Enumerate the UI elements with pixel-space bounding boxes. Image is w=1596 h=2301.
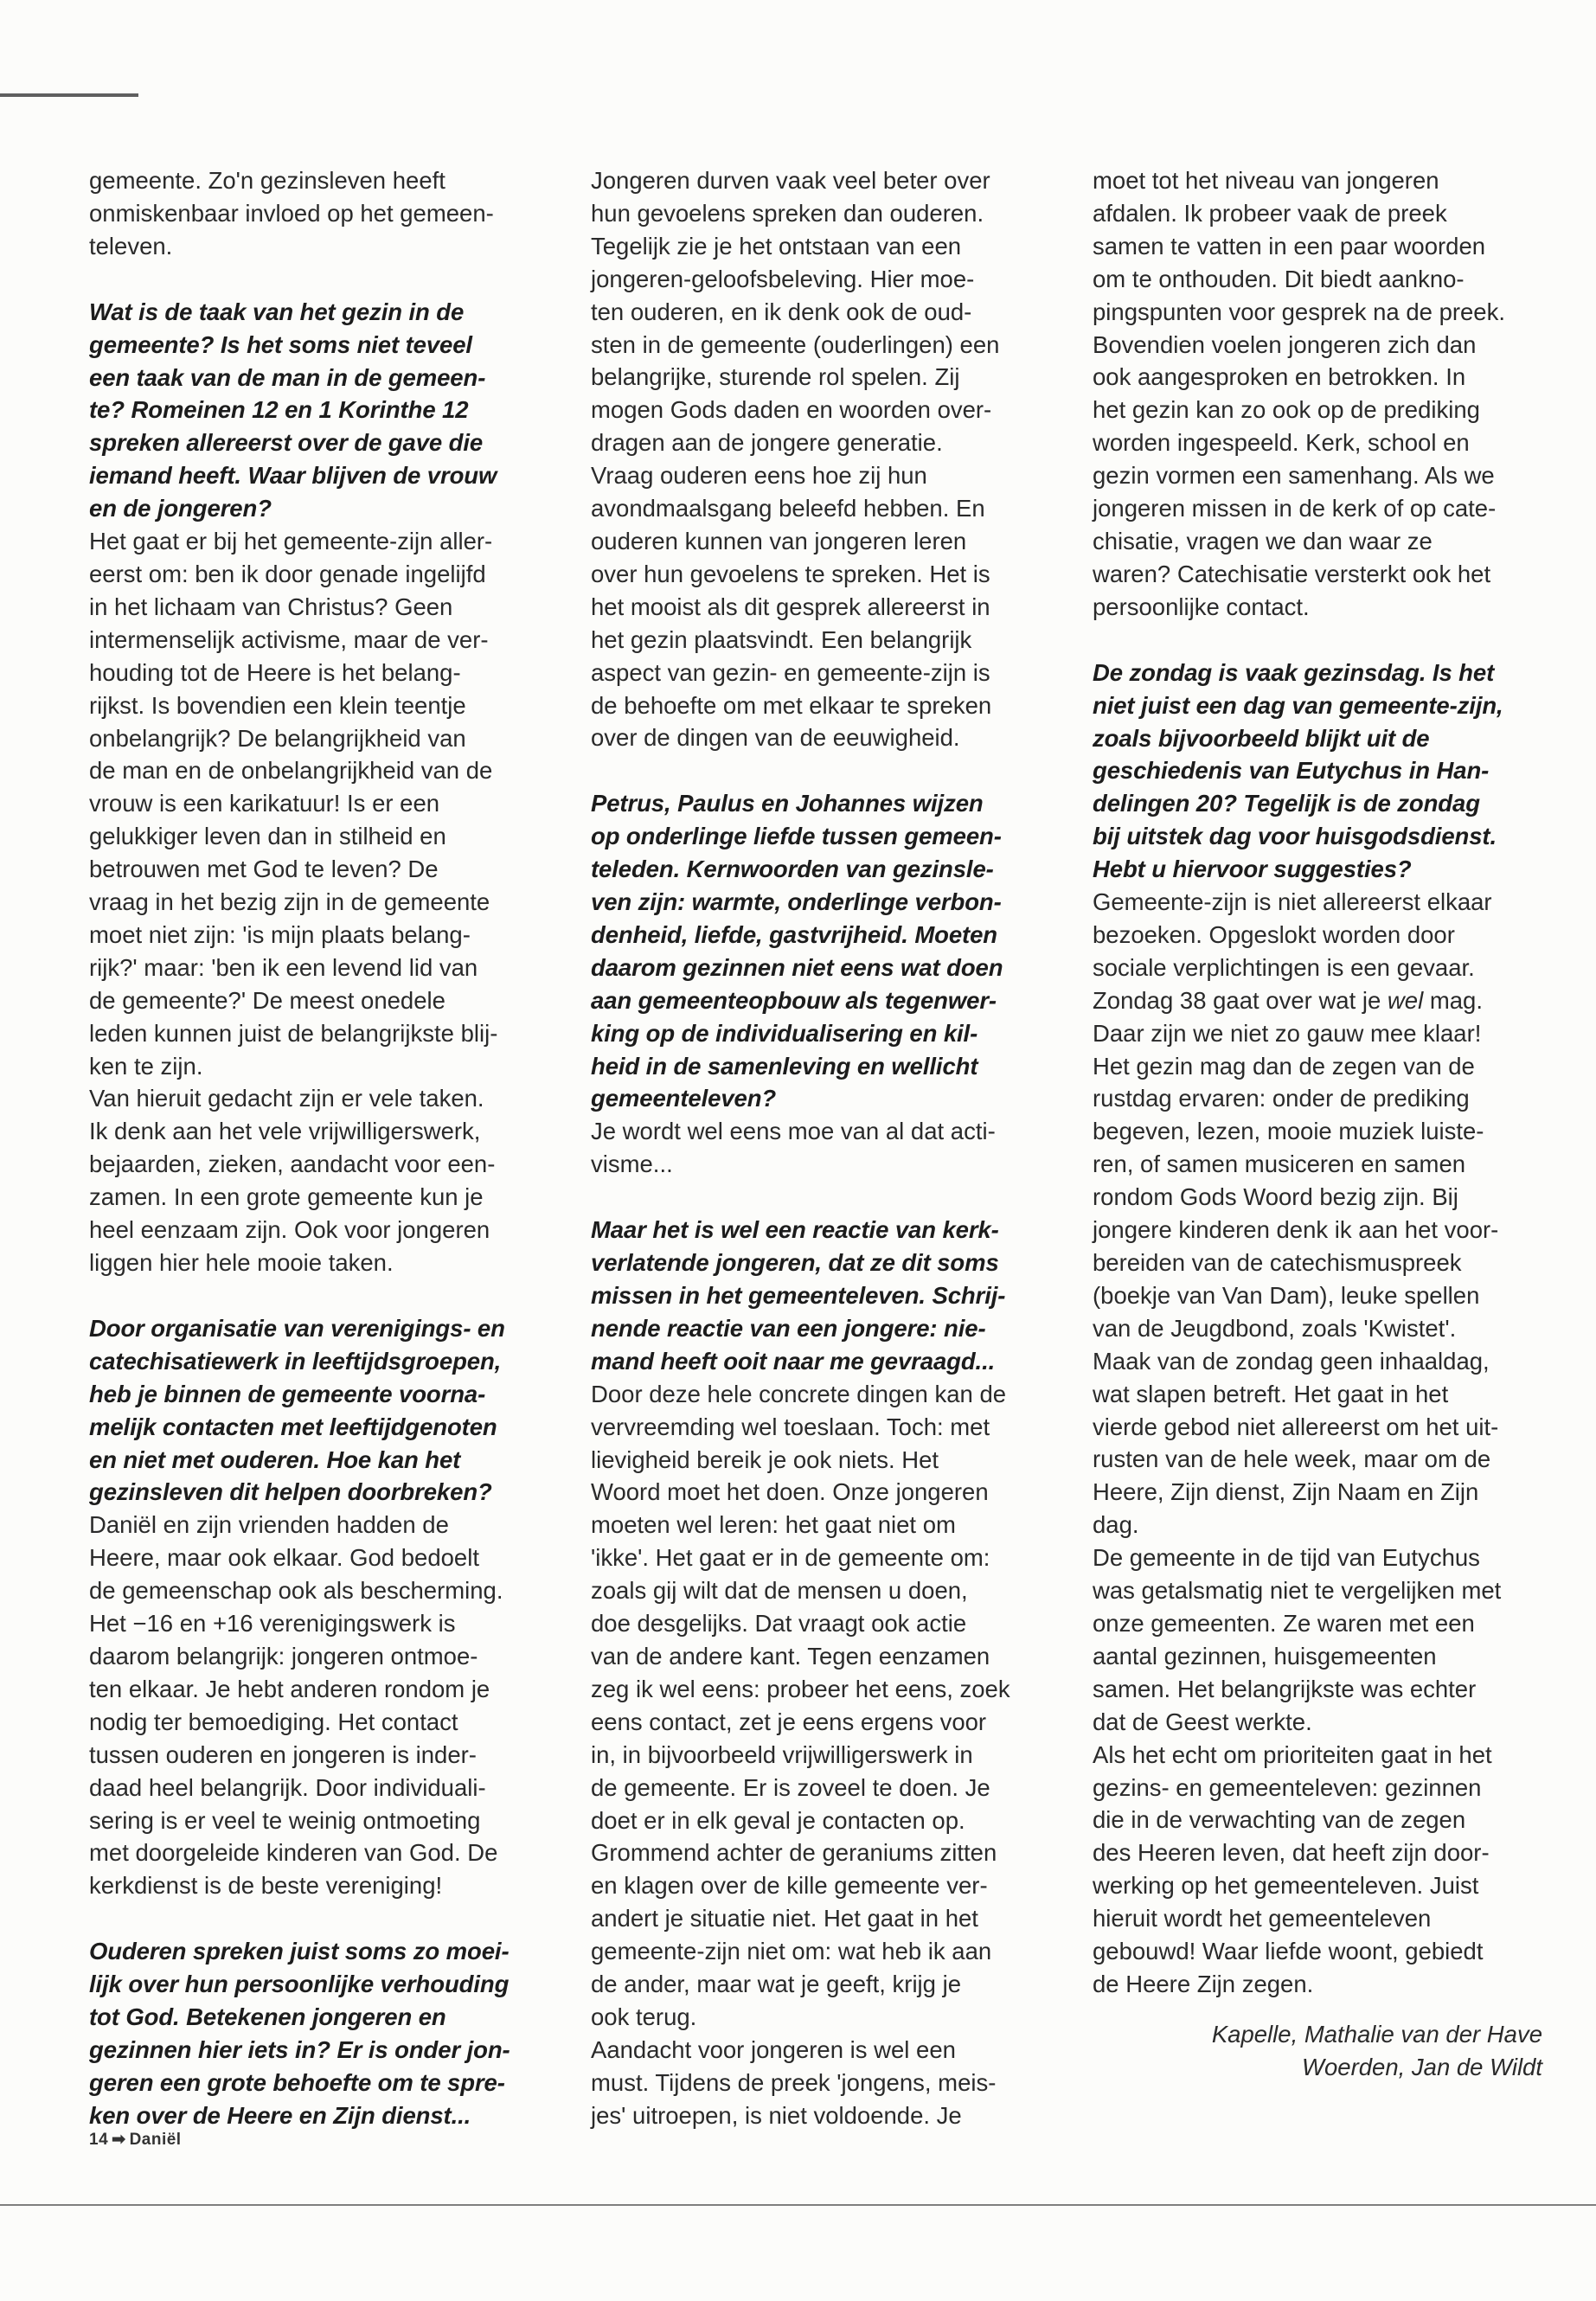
paragraph: Door deze hele concrete dingen kan de vervreemding wel toeslaan. Toch: met lievigheid bereik je ook niets. Het Woord moet het doen. Onze jongeren moeten wel leren: het gaat niet om 'ikke'. Het gaat er in de gemeente om: zoals gij wilt dat de mensen u doen, doe desgelijks. Dat vraagt ook actie van de andere kant. Tegen eenzamen zeg ik wel eens: probeer het eens, zoek eens contact, zet je eens ergens voor in, in bijvoorbeeld vrijwilligerswerk in de gemeente. Er is zoveel te doen. Je doet er in elk geval je contacten op. Grommend achter de geraniums zitten en klagen over de kille gemeente ver- andert je situatie niet. Het gaat in het gemeente-zijn niet om: wat heb ik aan de ander, maar wat je geeft, krijg je ook terug. [591,1380,1010,2030]
interview-question: Ouderen spreken juist soms zo moei- lijk over hun persoonlijke verhouding tot God. Betekenen jongeren en gezinnen hier iets in? Er is onder jon- geren een grote behoefte om te spre- ken over de Heere en Zijn dienst... [89,1938,510,2129]
interview-question: De zondag is vaak gezinsdag. Is het niet juist een dag van gemeente-zijn, zoals bijvoorbeeld blijkt uit de geschiedenis van Eutychus in Han- delingen 20? Tegelijk is de zondag bij uitstek dag voor huisgodsdienst. Hebt u hiervoor suggesties? [1093,658,1503,883]
signature-line: Kapelle, Mathalie van der Have [1211,2020,1542,2048]
interview-question: Wat is de taak van het gezin in de gemeente? Is het soms niet teveel een taak van de man in de gemeen- te? Romeinen 12 en 1 Korinthe 12 spreken allereerst over de gave die iemand heeft. Waar blijven de vrouw en de jongeren? [89,298,497,522]
arrow-icon: ➡ [112,2131,126,2149]
interview-question: Maar het is wel een reactie van kerk- verlatende jongeren, dat ze dit soms missen in het gemeenteleven. Schrij- nende reactie van een jongere: nie- mand heeft ooit naar me gevraagd... [591,1216,1006,1375]
paragraph: Als het echt om prioriteiten gaat in het gezins- en gemeenteleven: gezinnen die in de verwachting van de zegen des Heeren leven, dat heeft zijn door- werking op het gemeenteleven. Juist hieruit wordt het gemeenteleven gebouwd! Waar liefde woont, gebiedt de Heere Zijn zegen. [1093,1740,1492,1997]
text-run: mag. Daar zijn we niet zo gauw mee klaar! Het gezin mag dan de zegen van de rustdag ervaren: onder de prediking begeven, lezen, mooie muziek luiste- ren, of samen musiceren en samen rondom Gods Woord bezig zijn. Bij jongere kinderen denk ik aan het voor- bereiden van de catechismuspreek (boekje van Van Dam), leuke spellen van de Jeugdbond, zoals 'Kwistet'. Maak van de zondag geen inhaaldag, wat slapen betreft. Het gaat in het vierde gebod niet allereerst om het uit- rusten van de hele week, maar om de Heere, Zijn dienst, Zijn Naam en Zijn dag. [1093,986,1499,1539]
signature-line: Woerden, Jan de Wildt [1302,2053,1542,2080]
magazine-name: Daniël [129,2131,182,2149]
paragraph: Het gaat er bij het gemeente-zijn aller- eerst om: ben ik door genade ingelijfd in het lichaam van Christus? Geen intermenselijk activisme, maar de ver- houding tot de Heere is het belang- rijkst. Is bovendien een klein teentje onbelangrijk? De belangrijkheid van de man en de onbelangrijkheid van de vrouw is een karikatuur! Is er een gelukkiger leven dan in stilheid en betrouwen met God te leven? De vraag in het bezig zijn in de gemeente moet niet zijn: 'is mijn plaats belang- rijk?' maar: 'ben ik een levend lid van de gemeente?' De meest onedele leden kunnen juist de belangrijkste blij- ken te zijn. [89,528,498,1080]
column-1 [89,164,539,2132]
paragraph: moet tot het niveau van jongeren afdalen. Ik probeer vaak de preek samen te vatten in een paar woorden om te onthouden. Dit biedt aankno- pingspunten voor gesprek na de preek. Bovendien voelen jongeren zich dan ook aangesproken en betrokken. In het gezin kan zo ook op de prediking worden ingespeeld. Kerk, school en gezin vormen een samenhang. Als we jongeren missen in de kerk of op cate- chisatie, vragen we dan waar ze waren? Catechisatie versterkt ook het persoonlijke contact. [1093,167,1505,620]
paragraph: Van hieruit gedacht zijn er vele taken. Ik denk aan het vele vrijwilligerswerk, bejaarden, zieken, aandacht voor een- zamen. In een grote gemeente kun je heel eenzaam zijn. Ook voor jongeren liggen hier hele mooie taken. [89,1085,496,1276]
interview-question: Door organisatie van verenigings- en catechisatiewerk in leeftijdsgroepen, heb je binnen de gemeente voorna- melijk contacten met leeftijdgenoten en niet met ouderen. Hoe kan het gezinsleven dit helpen doorbreken? [89,1314,505,1506]
column-2 [591,164,1041,2132]
paragraph [1093,886,1542,1541]
paragraph: Je wordt wel eens moe van al dat acti- visme... [591,1118,996,1178]
page-number: 14 [89,2131,109,2149]
interview-question: Petrus, Paulus en Johannes wijzen op onderlinge liefde tussen gemeen- teleden. Kernwoorden van gezinsle- ven zijn: warmte, onderlinge verbon- denheid, liefde, gastvrijheid. Moeten daarom gezinnen niet eens wat doen aan gemeenteopbouw als tegenwer- king op de individualisering en kil- heid in de samenleving en wellicht gemeenteleven? [591,790,1003,1112]
emphasis: wel [1387,986,1424,1014]
author-signature [1093,2018,1542,2084]
paragraph: De gemeente in de tijd van Eutychus was getalsmatig niet te vergelijken met onze gemeenten. Ze waren met een aantal gezinnen, huisgemeenten samen. Het belangrijkste was echter dat de Geest werkte. [1093,1544,1502,1735]
column-3 [1093,164,1542,2117]
top-rule [0,93,138,97]
text-run: Gemeente-zijn is niet allereerst elkaar bezoeken. Opgeslokt worden door sociale verplichtingen is een gevaar. Zondag 38 gaat over wat je [1093,888,1492,1014]
paragraph: Aandacht voor jongeren is wel een must. Tijdens de preek 'jongens, meis- jes' uitroepen, is niet voldoende. Je [591,2035,997,2129]
paragraph: Jongeren durven vaak veel beter over hun gevoelens spreken dan ouderen. Tegelijk zie je het ontstaan van een jongeren-geloofsbeleving. Hier moe- ten ouderen, en ik denk ook de oud- sten in de gemeente (ouderlingen) een belangrijke, sturende rol spelen. Zij mogen Gods daden en woorden over- dragen aan de jongere generatie. Vraag ouderen eens hoe zij hun avondmaalsgang beleefd hebben. En ouderen kunnen van jongeren leren over hun gevoelens te spreken. Het is het mooist als dit gesprek allereerst in het gezin plaatsvindt. Een belangrijk aspect van gezin- en gemeente-zijn is de behoefte om met elkaar te spreken over de dingen van de eeuwigheid. [591,167,1000,752]
bottom-rule [0,2204,1596,2206]
paragraph: gemeente. Zo'n gezinsleven heeft onmiskenbaar invloed op het gemeen- televen. [89,167,494,260]
page-footer [89,2130,182,2150]
paragraph: Daniël en zijn vrienden hadden de Heere, maar ook elkaar. God bedoelt de gemeenschap ook als bescherming. Het −16 en +16 verenigingswerk is daarom belangrijk: jongeren ontmoe- ten elkaar. Je hebt anderen rondom je nodig ter bemoediging. Het contact tussen ouderen en jongeren is inder- daad heel belangrijk. Door individuali- sering is er veel te weinig ontmoeting met doorgeleide kinderen van God. De kerkdienst is de beste vereniging! [89,1511,503,1900]
